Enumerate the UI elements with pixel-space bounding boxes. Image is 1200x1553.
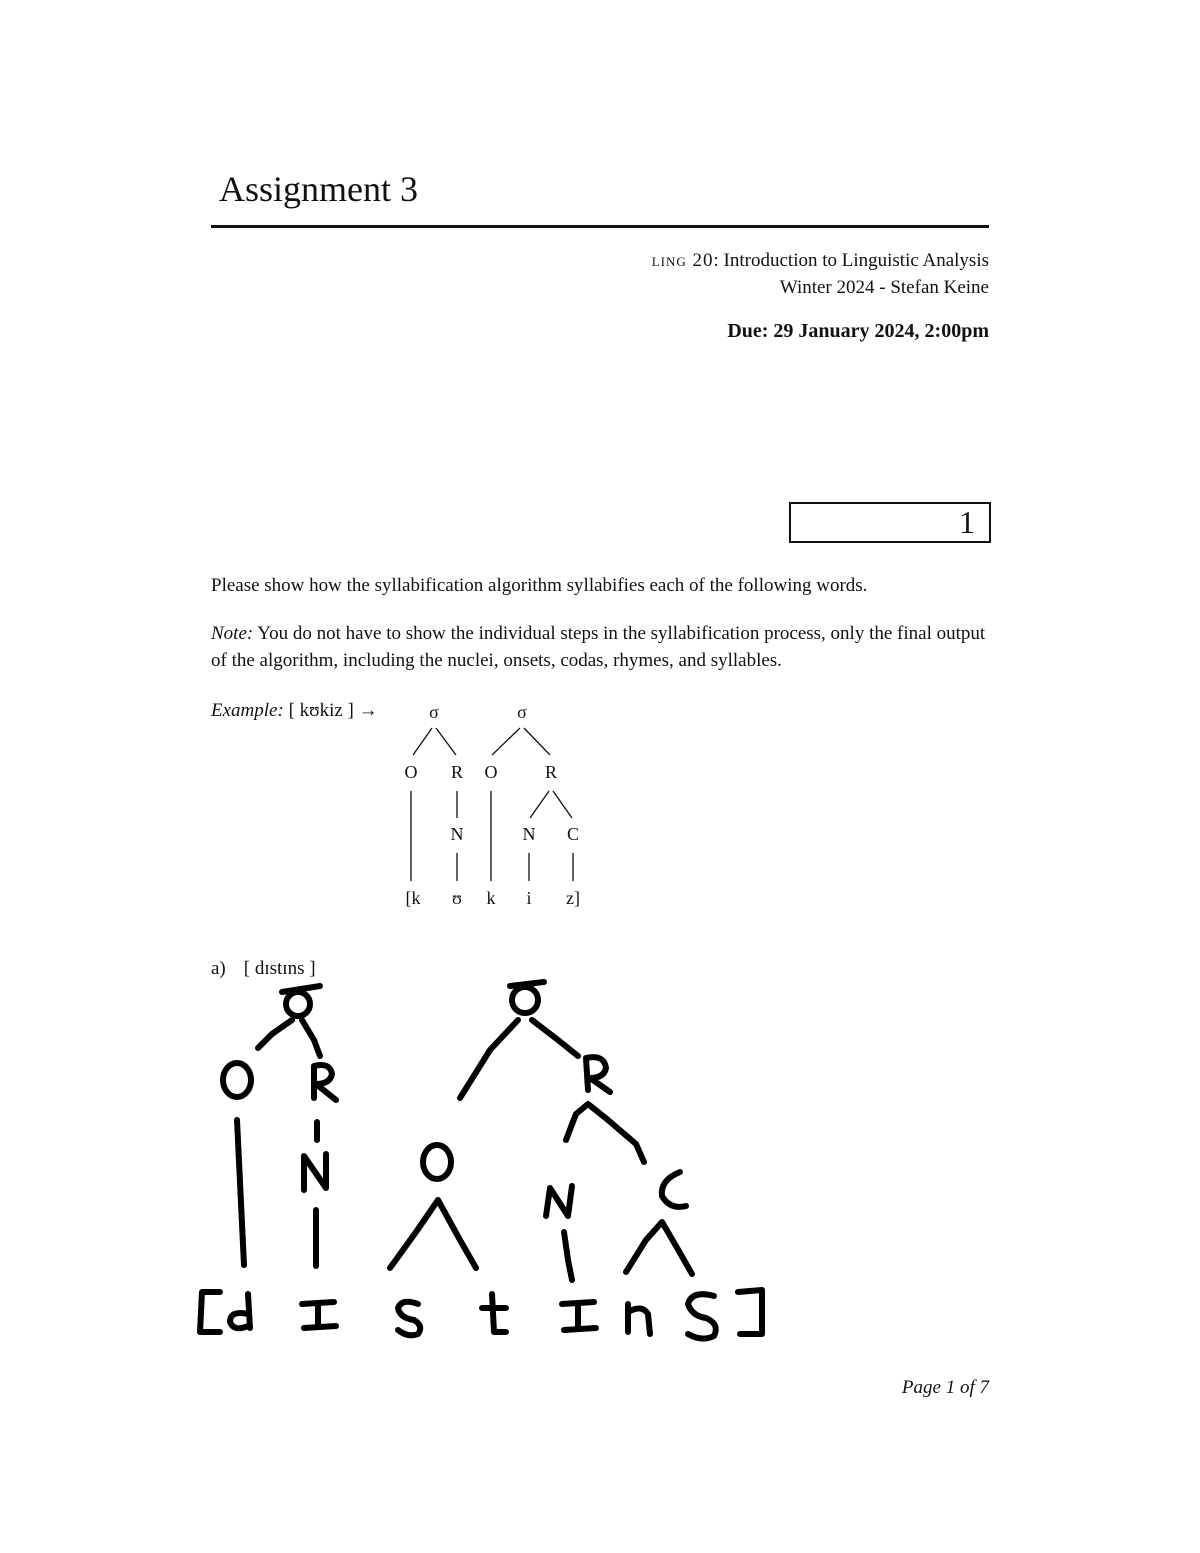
handwritten-branch — [258, 1020, 292, 1048]
title-rule — [211, 225, 989, 228]
tree-syllable-2: σ — [517, 702, 527, 722]
problem-number-box — [789, 502, 991, 543]
tree-onset-2: O — [484, 762, 498, 782]
course-name: Introduction to Linguistic Analysis — [723, 250, 989, 271]
handwritten-branch — [302, 1020, 320, 1056]
handwritten-nucleus-2 — [546, 1186, 572, 1216]
tree-segment: ʊ — [452, 888, 462, 908]
example-line — [211, 700, 378, 722]
tree-segment: z] — [566, 888, 580, 908]
tree-nucleus-2: N — [522, 824, 536, 844]
tree-segment: [k — [405, 888, 421, 908]
arrow-icon: → — [358, 700, 378, 721]
handwritten-branch — [237, 1120, 244, 1265]
handwritten-answer-tree — [180, 970, 800, 1350]
tree-branch — [413, 728, 432, 755]
example-word: [ kʊkiz ] — [288, 700, 354, 721]
part-a-letter: a) — [211, 958, 226, 979]
due-date: Due: 29 January 2024, 2:00pm — [727, 320, 989, 342]
course-line — [652, 250, 989, 272]
handwritten-branch — [564, 1232, 572, 1280]
tree-rhyme-1: R — [450, 762, 464, 782]
handwritten-coda-2 — [662, 1172, 686, 1207]
page-number: Page 1 of 7 — [901, 1377, 989, 1398]
tree-coda-2: C — [566, 824, 580, 844]
term-instructor: Winter 2024 - Stefan Keine — [779, 277, 989, 298]
tree-segment: i — [526, 888, 532, 908]
handwritten-branch — [626, 1222, 692, 1274]
tree-onset-1: O — [404, 762, 418, 782]
handwritten-nucleus-1 — [304, 1154, 326, 1190]
handwritten-sigma-2 — [510, 982, 544, 1013]
tree-rhyme-2: R — [544, 762, 558, 782]
handwritten-branch — [390, 1200, 476, 1268]
handwritten-branch — [566, 1104, 644, 1162]
part-a-word: [ dɪstɪns ] — [243, 958, 316, 979]
example-label: Example: — [211, 700, 284, 721]
note-text: You do not have to show the individual steps in the syllabification process, only the final output of the algorithm, including the nuclei, onsets, codas, rhymes, and syllables. — [211, 623, 986, 671]
assignment-title: Assignment 3 — [219, 169, 419, 209]
tree-branch — [524, 728, 550, 755]
course-separator: : — [713, 250, 719, 271]
tree-segment: k — [486, 888, 496, 908]
handwritten-segments — [200, 1290, 762, 1339]
example-syllable-tree — [380, 698, 620, 918]
note-paragraph — [211, 620, 989, 674]
handwritten-rhyme-1 — [314, 1065, 336, 1100]
handwritten-branch — [460, 1020, 518, 1098]
note-label: Note: — [211, 623, 254, 644]
course-code: ling 20 — [651, 250, 714, 271]
handwritten-sigma-1 — [282, 986, 320, 1016]
tree-branch — [553, 791, 572, 818]
handwritten-rhyme-2 — [586, 1057, 610, 1092]
handwritten-branch — [532, 1020, 578, 1056]
problem-number: 1 — [959, 504, 975, 540]
tree-branch — [436, 728, 456, 755]
handwritten-onset-2 — [423, 1145, 451, 1179]
tree-branch — [530, 791, 549, 818]
tree-branch — [492, 728, 520, 755]
tree-syllable-1: σ — [429, 702, 439, 722]
instructions-text: Please show how the syllabification algorithm syllabifies each of the following words. — [211, 575, 868, 596]
tree-nucleus-1: N — [450, 824, 464, 844]
handwritten-onset-1 — [223, 1063, 251, 1097]
